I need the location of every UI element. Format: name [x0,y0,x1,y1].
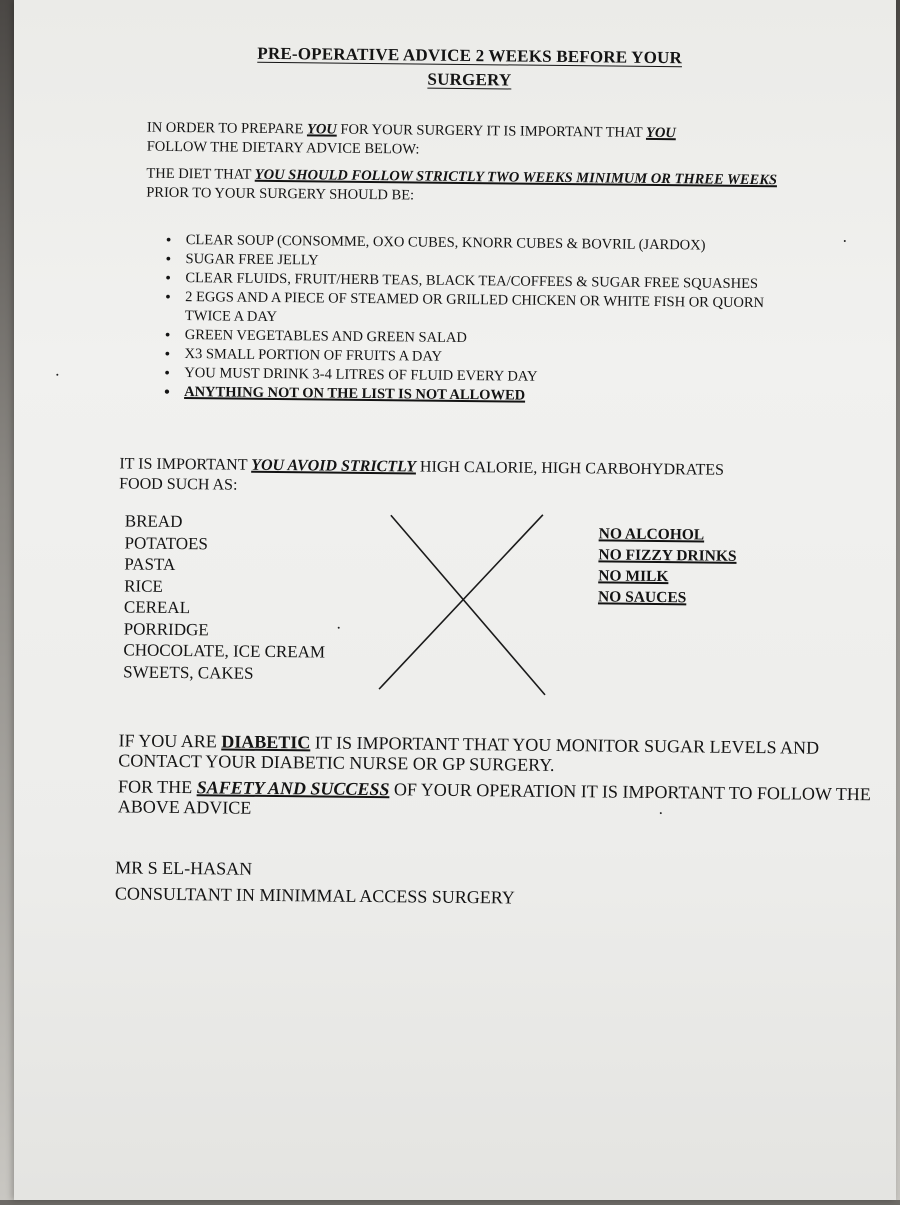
title-line-2: SURGERY [427,69,512,90]
page-content [8,0,900,1204]
allowed-item: • CLEAR FLUIDS, FRUIT/HERB TEAS, BLACK TEA/COFFEES & SUGAR FREE SQUASHES [161,269,811,295]
intro-text-pre: IN ORDER TO PREPARE [146,119,308,138]
avoid-food-item: BREAD [124,511,183,532]
diet-intro-paragraph [146,165,796,210]
avoid-food-item: PASTA [124,554,176,574]
paper-speck [338,627,340,629]
intro-text-mid: FOR YOUR SURGERY IT IS IMPORTANT THAT [336,121,647,141]
signature-role: CONSULTANT IN MINIMMAL ACCESS SURGERY [114,883,515,908]
safety-text-post: OF YOUR OPERATION IT IS IMPORTANT TO FOLLOW THE ABOVE ADVICE [117,779,871,818]
avoid-paragraph [119,454,739,500]
intro-paragraph [147,119,797,164]
paper-speck [56,374,58,376]
allowed-food-list [160,231,812,409]
diabetic-text-pre: IF YOU ARE [118,730,222,752]
diabetic-emphasis: DIABETIC [221,731,311,753]
paper-speck [844,240,846,242]
no-drinks-list [598,523,737,608]
allowed-item: • X3 SMALL PORTION OF FRUITS A DAY [160,345,810,371]
paper-speck [660,812,662,814]
avoid-food-item: RICE [124,575,163,596]
avoid-text-post: HIGH CALORIE, HIGH CARBOHYDRATES FOOD SUCH AS: [119,458,725,494]
avoid-food-item: POTATOES [124,532,209,553]
cross-out-icon [375,511,555,699]
avoid-food-item: PORRIDGE [123,618,209,639]
avoid-text-pre: IT IS IMPORTANT [119,455,252,474]
no-item: NO MILK [598,567,669,586]
diet-text-pre: THE DIET THAT [146,165,255,183]
allowed-item-warning: • ANYTHING NOT ON THE LIST IS NOT ALLOWED [160,383,810,409]
diet-text-post: PRIOR TO YOUR SURGERY SHOULD BE: [146,184,415,204]
allowed-item: • 2 EGGS AND A PIECE OF STEAMED OR GRILLED CHICKEN OR WHITE FISH OR QUORN TWICE A DAY [161,288,811,333]
intro-text-post: FOLLOW THE DIETARY ADVICE BELOW: [146,138,420,158]
avoid-emphasis: YOU AVOID STRICTLY [251,456,417,476]
signature-name: MR S EL-HASAN [115,857,253,879]
document-page [14,0,896,1200]
safety-text-pre: FOR THE [117,776,197,798]
allowed-item: • GREEN VEGETABLES AND GREEN SALAD [161,326,811,352]
no-item: NO SAUCES [597,588,687,607]
diabetic-paragraph [118,730,878,778]
allowed-item: • CLEAR SOUP (CONSOMME, OXO CUBES, KNORR CUBES & BOVRIL (JARDOX) [162,231,812,257]
avoid-food-item: CHOCOLATE, ICE CREAM [123,640,326,662]
signature-block [115,854,515,910]
no-item: NO FIZZY DRINKS [598,546,737,565]
diet-duration-emphasis: YOU SHOULD FOLLOW STRICTLY TWO WEEKS MINIMUM OR THREE WEEKS [254,166,778,189]
avoid-food-list [123,510,326,684]
no-item: NO ALCOHOL [598,525,705,544]
avoid-food-item: CEREAL [123,597,191,618]
safety-emphasis: SAFETY AND SUCCESS [196,777,390,800]
allowed-item: • SUGAR FREE JELLY [161,250,811,276]
avoid-food-item: SWEETS, CAKES [123,661,254,683]
safety-paragraph [118,776,878,824]
allowed-item: • YOU MUST DRINK 3-4 LITRES OF FLUID EVERY DAY [160,364,810,390]
intro-you-emphasis-1: YOU [306,121,337,138]
document-title [159,41,779,95]
intro-you-emphasis-2: YOU [645,124,676,142]
title-line-1: PRE-OPERATIVE ADVICE 2 WEEKS BEFORE YOUR [257,43,683,68]
diabetic-text-post: IT IS IMPORTANT THAT YOU MONITOR SUGAR LEVELS AND CONTACT YOUR DIABETIC NURSE OR GP SURGERY. [118,732,820,775]
